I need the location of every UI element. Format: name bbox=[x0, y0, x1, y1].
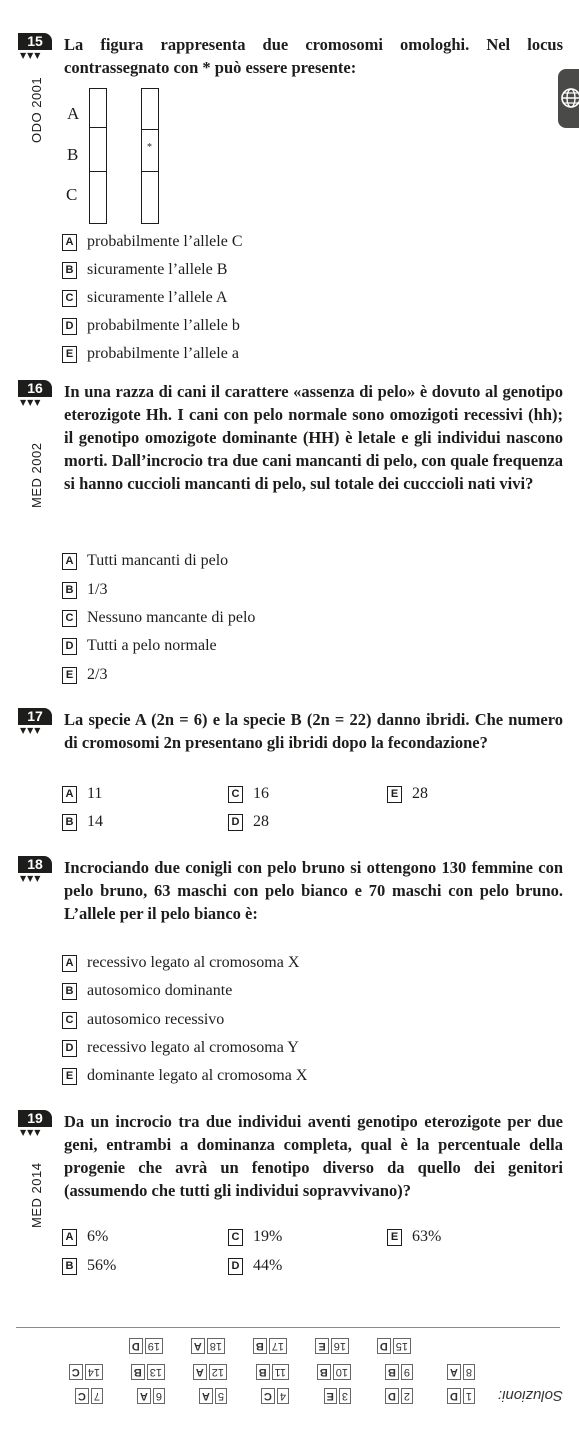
solution-item: 9B bbox=[385, 1364, 413, 1380]
chromosome-right bbox=[141, 88, 159, 224]
question-text: Incrociando due conigli con pelo bruno si ottengono 130 femmine con pelo bruno, 63 maschi con pelo bianco e 70 maschi con pelo bruno. L’allele per il pelo bianco è: bbox=[64, 858, 563, 923]
option-e[interactable]: E 2/3 bbox=[62, 665, 107, 685]
solution-item: 7C bbox=[75, 1388, 103, 1404]
option-c[interactable]: C sicuramente l’allele A bbox=[62, 288, 227, 308]
option-b[interactable]: B autosomico dominante bbox=[62, 981, 232, 1001]
question-source: ODO 2001 bbox=[29, 76, 44, 143]
solution-item: 1D bbox=[447, 1388, 475, 1404]
option-c[interactable]: C 19% bbox=[228, 1227, 282, 1247]
option-d[interactable]: D 28 bbox=[228, 812, 269, 832]
figure-label-b: B bbox=[67, 145, 79, 164]
question-18 bbox=[18, 856, 563, 925]
solution-item: 3E bbox=[324, 1388, 351, 1404]
option-d[interactable]: D Tutti a pelo normale bbox=[62, 636, 217, 656]
difficulty-dots: ▼▼▼ bbox=[20, 874, 42, 883]
solution-item: 12A bbox=[193, 1364, 227, 1380]
option-d[interactable]: D 44% bbox=[228, 1256, 282, 1276]
option-b[interactable]: B 56% bbox=[62, 1256, 116, 1276]
question-text: In una razza di cani il carattere «assenza di pelo» è dovuto al genotipo eterozigote Hh. I cani con pelo normale sono omozigoti recessivi (hh); il genotipo omozigote dominante (HH) è letale e gli individui nascono morti. Dall’incrocio tra due cani mancanti di pelo, con quale frequenza si hanno cuccioli mancanti di pelo, sul totale dei cucccioli nati vivi? bbox=[64, 382, 563, 493]
chromosome-left bbox=[89, 88, 107, 224]
solution-item: 15D bbox=[377, 1338, 411, 1354]
difficulty-dots: ▼▼▼ bbox=[20, 398, 42, 407]
difficulty-dots: ▼▼▼ bbox=[20, 51, 42, 60]
difficulty-dots: ▼▼▼ bbox=[20, 726, 42, 735]
solution-item: 2D bbox=[385, 1388, 413, 1404]
option-a[interactable]: A Tutti mancanti di pelo bbox=[62, 551, 228, 571]
solutions-label: Soluzioni: bbox=[497, 1387, 563, 1404]
option-e[interactable]: E dominante legato al cromosoma X bbox=[62, 1066, 307, 1086]
question-17 bbox=[18, 708, 563, 754]
option-c[interactable]: C autosomico recessivo bbox=[62, 1010, 224, 1030]
option-e[interactable]: E 28 bbox=[387, 784, 428, 804]
figure-label-c: C bbox=[66, 185, 78, 204]
option-b[interactable]: B 1/3 bbox=[62, 580, 107, 600]
figure-label-a: A bbox=[67, 104, 80, 123]
option-c[interactable]: C Nessuno mancante di pelo bbox=[62, 608, 255, 628]
option-c[interactable]: C 16 bbox=[228, 784, 269, 804]
question-16 bbox=[18, 380, 563, 495]
question-text: La specie A (2n = 6) e la specie B (2n = 22) danno ibridi. Che numero di cromosomi 2n presentano gli ibridi dopo la fecondazione? bbox=[64, 710, 563, 752]
option-d[interactable]: D probabilmente l’allele b bbox=[62, 316, 240, 336]
solution-item: 6A bbox=[137, 1388, 165, 1404]
question-number: 16 bbox=[18, 380, 52, 397]
solution-item: 5A bbox=[199, 1388, 227, 1404]
difficulty-dots: ▼▼▼ bbox=[20, 1128, 42, 1137]
solution-item: 17B bbox=[253, 1338, 287, 1354]
solution-item: 4C bbox=[261, 1388, 289, 1404]
solution-item: 11B bbox=[256, 1364, 289, 1380]
solutions-row-2 bbox=[0, 1360, 579, 1384]
solution-item: 8A bbox=[447, 1364, 475, 1380]
solutions-row-3 bbox=[0, 1334, 579, 1358]
question-15 bbox=[18, 33, 563, 79]
solutions-row-1 bbox=[0, 1384, 579, 1408]
question-source: MED 2014 bbox=[29, 1162, 44, 1228]
question-number: 18 bbox=[18, 856, 52, 873]
solution-item: 10B bbox=[317, 1364, 351, 1380]
globe-icon bbox=[560, 87, 579, 109]
option-e[interactable]: E 63% bbox=[387, 1227, 441, 1247]
option-a[interactable]: A 6% bbox=[62, 1227, 108, 1247]
solution-item: 18A bbox=[191, 1338, 225, 1354]
question-number: 17 bbox=[18, 708, 52, 725]
option-d[interactable]: D recessivo legato al cromosoma Y bbox=[62, 1038, 299, 1058]
solution-item: 14C bbox=[69, 1364, 103, 1380]
question-source: MED 2002 bbox=[29, 442, 44, 508]
option-a[interactable]: A 11 bbox=[62, 784, 102, 804]
question-text: La figura rappresenta due cromosomi omologhi. Nel locus contrassegnato con * può essere presente: bbox=[64, 35, 563, 77]
solution-item: 19D bbox=[129, 1338, 163, 1354]
question-text: Da un incrocio tra due individui aventi genotipo eterozigote per due geni, entrambi a dominanza completa, qual è la percentuale della progenie che avrà un fenotipo diverso da quello dei genitori (assumendo che tutti gli individui sopravvivano)? bbox=[64, 1112, 563, 1200]
question-number: 15 bbox=[18, 33, 52, 50]
option-a[interactable]: A probabilmente l’allele C bbox=[62, 232, 243, 252]
question-19 bbox=[18, 1110, 563, 1202]
solution-item: 16E bbox=[315, 1338, 349, 1354]
option-b[interactable]: B 14 bbox=[62, 812, 103, 832]
option-b[interactable]: B sicuramente l’allele B bbox=[62, 260, 227, 280]
option-a[interactable]: A recessivo legato al cromosoma X bbox=[62, 953, 299, 973]
option-e[interactable]: E probabilmente l’allele a bbox=[62, 344, 239, 364]
locus-marker: * bbox=[147, 142, 152, 153]
solutions-divider bbox=[16, 1327, 560, 1328]
solution-item: 13B bbox=[131, 1364, 165, 1380]
question-number: 19 bbox=[18, 1110, 52, 1127]
